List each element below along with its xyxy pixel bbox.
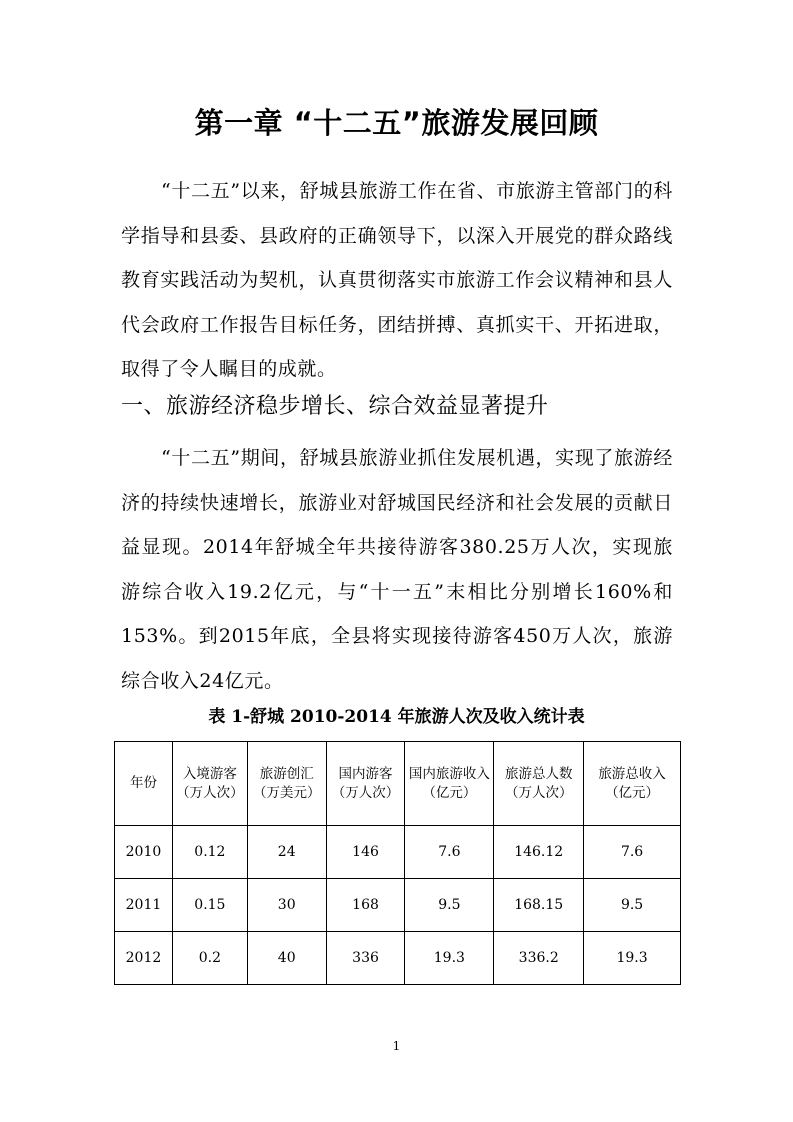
section-heading: 一、旅游经济稳步增长、综合效益显著提升: [121, 394, 549, 419]
table-cell: 0.15: [172, 879, 247, 932]
intro-paragraph-text: “十二五”以来，舒城县旅游工作在省、市旅游主管部门的科学指导和县委、县政府的正确领导下，以深入开展党的群众路线教育实践活动为契机，认真贯彻落实市旅游工作会议精神和县人代会政府工作报告目标任务，团结拼搏、真抓实干、开拓进取，取得了令人瞩目的成就。: [121, 180, 673, 380]
table-cell: 168.15: [494, 879, 584, 932]
table-cell: 146: [326, 826, 405, 879]
header-domestic-visitors: 国内游客（万人次）: [326, 742, 405, 826]
statistics-table: [114, 741, 681, 985]
table-row: [115, 879, 681, 932]
table-title: 表 1-舒城 2010-2014 年旅游人次及收入统计表: [208, 707, 585, 727]
table-cell: 30: [247, 879, 326, 932]
table-cell: 0.12: [172, 826, 247, 879]
section-paragraph: [121, 436, 673, 703]
table-cell: 19.3: [584, 932, 681, 985]
header-year: 年份: [115, 742, 173, 826]
intro-paragraph: [121, 169, 673, 392]
table-row: [115, 826, 681, 879]
table-cell: 7.6: [405, 826, 494, 879]
table-cell: 9.5: [584, 879, 681, 932]
chapter-title: 第一章 “十二五”旅游发展回顾: [194, 106, 599, 140]
table-cell: 2011: [115, 879, 173, 932]
table-cell: 336: [326, 932, 405, 985]
page-number: 1: [392, 1039, 401, 1053]
header-inbound-visitors: 入境游客（万人次）: [172, 742, 247, 826]
table-header-row: [115, 742, 681, 826]
table-cell: 9.5: [405, 879, 494, 932]
header-total-visitors: 旅游总人数（万人次）: [494, 742, 584, 826]
header-forex-earnings: 旅游创汇（万美元）: [247, 742, 326, 826]
table-cell: 168: [326, 879, 405, 932]
table-cell: 146.12: [494, 826, 584, 879]
table-cell: 19.3: [405, 932, 494, 985]
table-cell: 7.6: [584, 826, 681, 879]
table-cell: 40: [247, 932, 326, 985]
header-total-income: 旅游总收入（亿元）: [584, 742, 681, 826]
table-cell: 336.2: [494, 932, 584, 985]
table-cell: 2010: [115, 826, 173, 879]
table-cell: 24: [247, 826, 326, 879]
header-domestic-income: 国内旅游收入（亿元）: [405, 742, 494, 826]
section-paragraph-text: “十二五”期间，舒城县旅游业抓住发展机遇，实现了旅游经济的持续快速增长，旅游业对舒城国民经济和社会发展的贡献日益显现。2014年舒城全年共接待游客380.25万人次，实现旅游综合收入19.2亿元，与“十一五”末相比分别增长160%和153%。到2015年底，全县将实现接待游客450万人次，旅游综合收入24亿元。: [121, 447, 673, 692]
table-cell: 0.2: [172, 932, 247, 985]
table-cell: 2012: [115, 932, 173, 985]
table-row: [115, 932, 681, 985]
